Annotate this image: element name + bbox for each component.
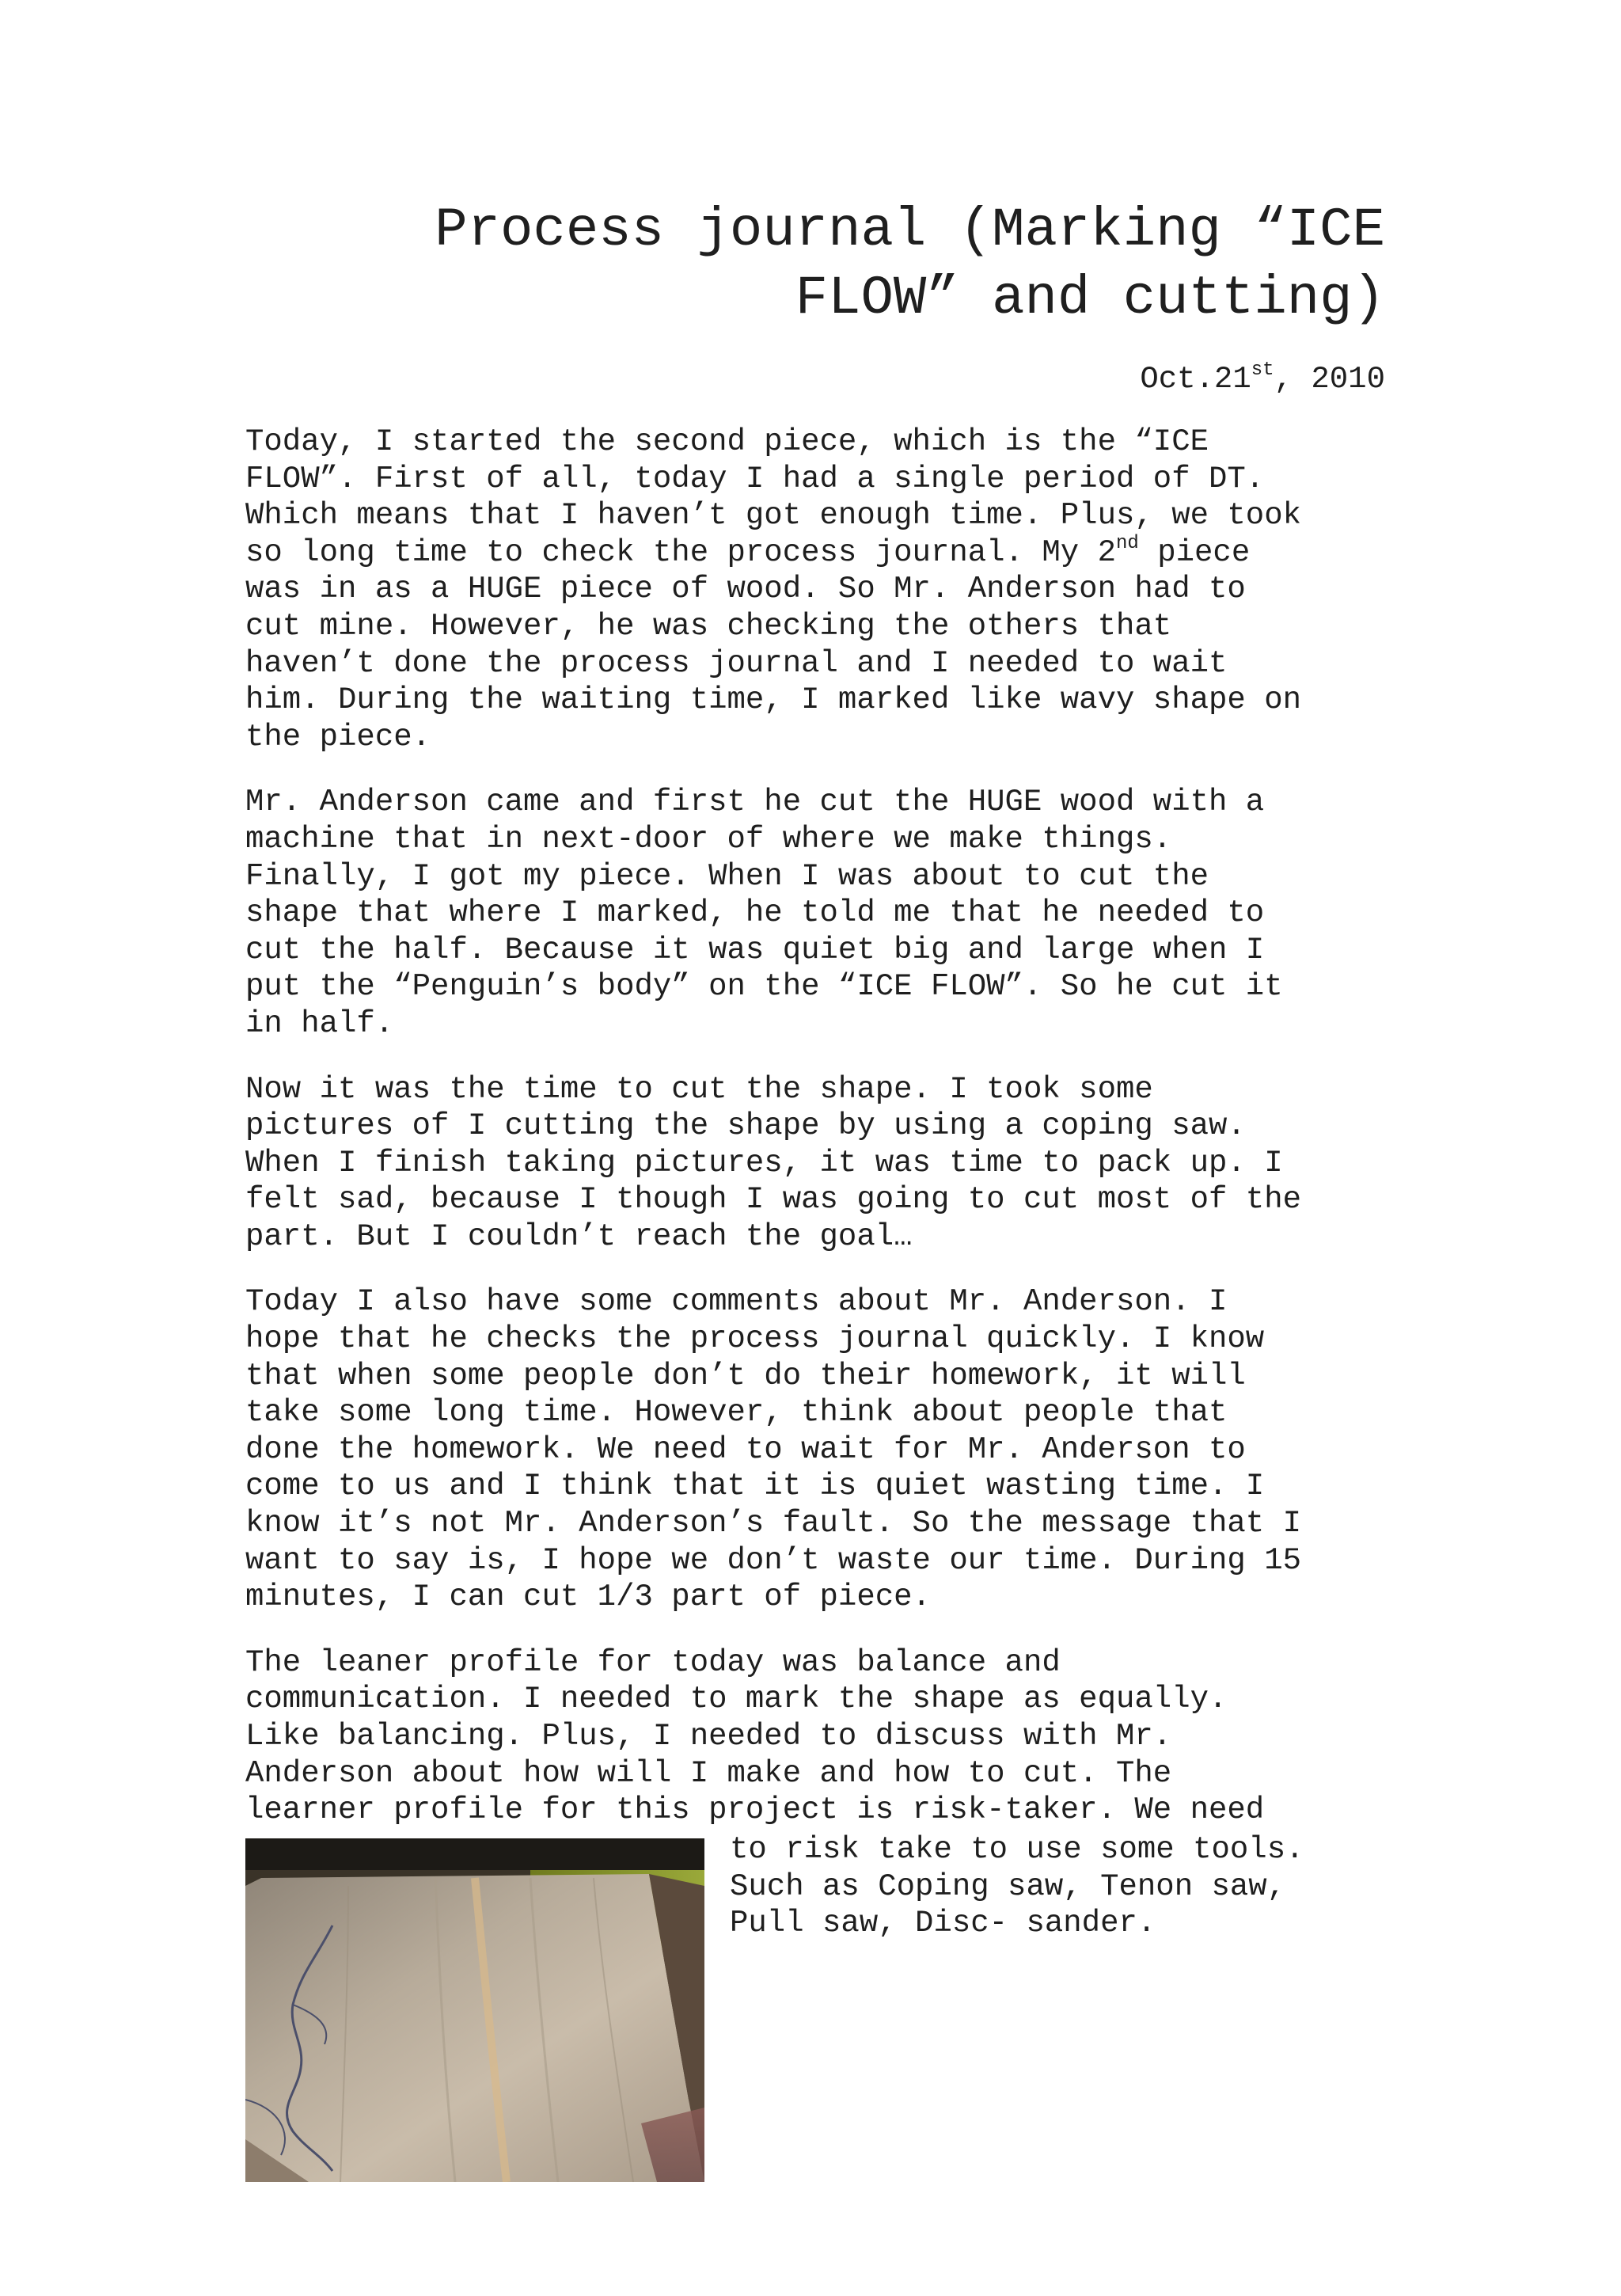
page-title: [317, 196, 1385, 333]
text-line: Pull saw, Disc- sander.: [730, 1906, 1156, 1941]
journal-body: [245, 424, 1401, 1857]
text-line: Now it was the time to cut the shape. I took some: [245, 1071, 1153, 1107]
wood-piece-photo: [245, 1838, 704, 2182]
text-line: The leaner profile for today was balance and: [245, 1644, 1061, 1680]
date-ordinal: st: [1251, 359, 1274, 381]
ordinal-suffix: nd: [1115, 532, 1139, 554]
text-line: minutes, I can cut 1/3 part of piece.: [245, 1579, 931, 1615]
text-line: learner profile for this project is risk-taker. We need: [245, 1792, 1265, 1828]
text-line-tail: piece: [1138, 534, 1251, 570]
text-line: put the “Penguin’s body” on the “ICE FLOW”. So he cut it: [245, 969, 1283, 1005]
date-year: , 2010: [1274, 362, 1385, 397]
text-line: know it’s not Mr. Anderson’s fault. So the message that I: [245, 1506, 1302, 1541]
text-line: machine that in next-door of where we make things.: [245, 821, 1172, 857]
text-line: the piece.: [245, 719, 431, 755]
text-line: Like balancing. Plus, I needed to discuss with Mr.: [245, 1719, 1172, 1754]
text-line: part. But I couldn’t reach the goal…: [245, 1218, 913, 1254]
text-line: was in as a HUGE piece of wood. So Mr. Anderson had to: [245, 572, 1246, 607]
text-line: take some long time. However, think about people that: [245, 1395, 1228, 1431]
paragraph-5: [245, 1644, 1401, 1829]
text-line: When I finish taking pictures, it was time to pack up. I: [245, 1145, 1283, 1180]
text-line: Anderson about how will I make and how to cut. The: [245, 1755, 1172, 1791]
text-line: felt sad, because I though I was going to cut most of the: [245, 1182, 1302, 1218]
text-line: Mr. Anderson came and first he cut the HUGE wood with a: [245, 785, 1265, 820]
side-text: [730, 1831, 1395, 1942]
text-line: Finally, I got my piece. When I was about to cut the: [245, 858, 1209, 894]
text-line: communication. I needed to mark the shape as equally.: [245, 1682, 1228, 1717]
date-main: Oct.21: [1140, 362, 1251, 397]
text-line: want to say is, I hope we don’t waste our time. During 15: [245, 1542, 1302, 1578]
text-line: hope that he checks the process journal quickly. I know: [245, 1321, 1265, 1357]
text-line: him. During the waiting time, I marked like wavy shape on: [245, 682, 1302, 718]
text-line: to risk take to use some tools.: [730, 1832, 1304, 1867]
text-line: pictures of I cutting the shape by using a coping saw.: [245, 1108, 1246, 1144]
text-line: Which means that I haven’t got enough time. Plus, we took: [245, 498, 1302, 534]
entry-date: [871, 360, 1385, 398]
text-line: that when some people don’t do their homework, it will: [245, 1358, 1246, 1393]
text-line: Today, I started the second piece, which is the “ICE: [245, 424, 1209, 459]
text-line: cut mine. However, he was checking the others that: [245, 608, 1172, 644]
text-line: come to us and I think that it is quiet wasting time. I: [245, 1469, 1265, 1504]
text-line: cut the half. Because it was quiet big and large when I: [245, 932, 1265, 967]
text-line: FLOW”. First of all, today I had a single period of DT.: [245, 461, 1265, 496]
text-line: in half.: [245, 1005, 394, 1041]
text-line: shape that where I marked, he told me that he needed to: [245, 895, 1265, 931]
text-line: Such as Coping saw, Tenon saw,: [730, 1868, 1286, 1904]
paragraph-4: [245, 1283, 1401, 1615]
title-line-1: Process journal (Marking “ICE: [435, 200, 1385, 261]
text-line: done the homework. We need to wait for Mr. Anderson to: [245, 1431, 1246, 1467]
text-line: Today I also have some comments about Mr. Anderson. I: [245, 1284, 1228, 1320]
paragraph-1: [245, 424, 1401, 755]
text-line: [245, 534, 1401, 572]
text-line: haven’t done the process journal and I needed to wait: [245, 645, 1228, 681]
title-line-2: FLOW” and cutting): [795, 268, 1385, 329]
text-line-head: so long time to check the process journal. My 2: [245, 534, 1116, 570]
paragraph-2: [245, 784, 1401, 1042]
paragraph-3: [245, 1071, 1401, 1256]
